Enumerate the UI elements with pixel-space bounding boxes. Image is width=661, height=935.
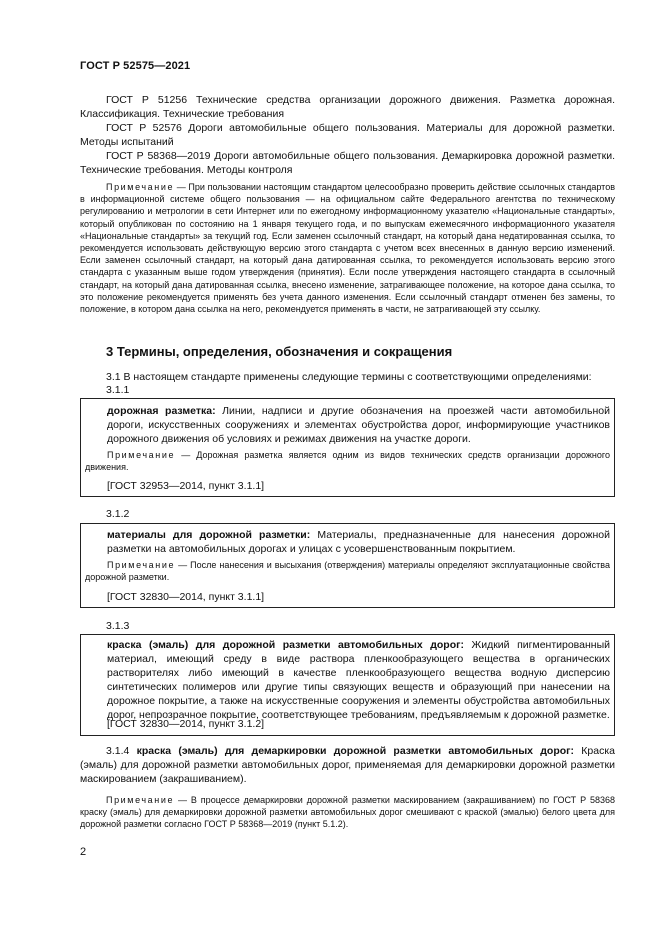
note-text: — После нанесения и высыхания (отверждения) материалы определяют эксплуатационные свойства дорожной разметки.: [85, 560, 610, 583]
term-number: 3.1.1: [106, 384, 130, 396]
page-number: 2: [80, 846, 87, 858]
term-box-3-1-2: [80, 523, 615, 608]
note-text: — В процессе демаркировки дорожной разметки маскированием (закрашиванием) по ГОСТ Р 58368 краску (эмаль) для демаркировки дорожной разметки автомобильных дорог смешивают с краской (эмалью) белого цвета для дорожной разметки согласно ГОСТ Р 58368—2019 (пункт 5.1.2).: [80, 795, 615, 830]
term-name: краска (эмаль) для демаркировки дорожной разметки автомобильных дорог:: [136, 745, 575, 757]
term-box-3-1-1: [80, 398, 615, 497]
note-label: Примечание: [106, 182, 175, 192]
reference-item: ГОСТ Р 52576 Дороги автомобильные общего пользования. Материалы для дорожной разметки. Методы испытаний: [80, 122, 615, 148]
term-definition: [107, 404, 610, 446]
note-label: Примечание: [107, 560, 176, 570]
document-header: ГОСТ Р 52575—2021: [80, 60, 191, 72]
section-title: 3 Термины, определения, обозначения и сокращения: [106, 344, 453, 359]
note-label: Примечание: [107, 450, 176, 460]
term-def-text: Жидкий пигментированный материал, имеющий среду в виде раствора пленкообразующего вещества в органических растворителях либо имеющий в качестве пленкообразующего вещества водную дисперсию синтетических полимеров или другие типы связующих веществ и образующий при нанесении на дорожное покрытие, а также на искусственные сооружения и элементы обустройства автомобильных дорог, непрозрачное покрытие, соответствующее требованиям, предъявляемым к дорожной разметке.: [107, 639, 610, 721]
term-definition: [107, 528, 610, 556]
term-number: 3.1.3: [106, 620, 130, 632]
reference-item: ГОСТ Р 51256 Технические средства организации дорожного движения. Разметка дорожная. Классификация. Технические требования: [80, 94, 615, 120]
term-number: 3.1.2: [106, 508, 130, 520]
term-def-text: Материалы, предназначенные для нанесения дорожной разметки на автомобильных дорогах и улицах с усовершенствованным покрытием.: [107, 529, 610, 555]
note-text: — При пользовании настоящим стандартом целесообразно проверить действие ссылочных стандартов в информационной системе общего пользования — на официальном сайте Федерального агентства по техническому регулированию и метрологии в сети Интернет или по ежегодному информационному указателю «Национальные стандарты», который опубликован по состоянию на 1 января текущего года, и по выпускам ежемесячного информационного указателя «Национальные стандарты» за текущий год. Если заменен ссылочный стандарт, на который дана недатированная ссылка, то рекомендуется использовать действующую версию этого стандарта с учетом всех внесенных в данную версию изменений. Если заменен ссылочный стандарт, на который дана датированная ссылка, то рекомендуется использовать версию этого стандарта с указанным выше годом утверждения (принятия). Если после утверждения настоящего стандарта в ссылочный стандарт, на который дана датированная ссылка, внесено изменение, затрагивающее положение, на которое дана ссылка, то это положение рекомендуется применять без учета данного изменения. Если ссылочный стандарт отменен без замены, то положение, в котором дана ссылка на него, рекомендуется применять в части, не затрагивающей эту ссылку.: [80, 182, 615, 315]
term-source: [ГОСТ 32953—2014, пункт 3.1.1]: [107, 480, 265, 492]
term-def-text: Краска (эмаль) для дорожной разметки автомобильных дорог, применяемая для демаркировки дорожной разметки маскированием (закрашиванием).: [80, 745, 616, 785]
term-def-text: Линии, надписи и другие обозначения на проезжей части автомобильной дороги, искусственных сооружениях и элементах обустройства дорог, информирующие участников дорожного движения об условиях и режимах движения на участке дороги.: [107, 405, 610, 445]
clause-3-1: 3.1 В настоящем стандарте применены следующие термины с соответствующими определениями:: [106, 371, 592, 383]
term-number: 3.1.4: [106, 745, 130, 757]
term-definition: [107, 638, 610, 722]
reference-item: ГОСТ Р 58368—2019 Дороги автомобильные общего пользования. Демаркировка дорожной разметки. Технические требования. Методы контроля: [80, 150, 615, 176]
term-note: [85, 559, 610, 583]
term-note: [85, 449, 610, 473]
term-source: [ГОСТ 32830—2014, пункт 3.1.2]: [107, 718, 265, 730]
term-3-1-4: [80, 744, 615, 786]
note-text: — Дорожная разметка является одним из видов технических средств организации дорожного движения.: [85, 450, 610, 473]
term-name: дорожная разметка:: [107, 405, 216, 417]
term-source: [ГОСТ 32830—2014, пункт 3.1.1]: [107, 591, 265, 603]
term-3-1-4-note: [80, 794, 615, 831]
term-name: краска (эмаль) для дорожной разметки автомобильных дорог:: [107, 639, 464, 651]
term-name: материалы для дорожной разметки:: [107, 529, 311, 541]
note-label: Примечание: [106, 795, 175, 805]
intro-note: [80, 181, 615, 315]
term-box-3-1-3: [80, 634, 615, 736]
